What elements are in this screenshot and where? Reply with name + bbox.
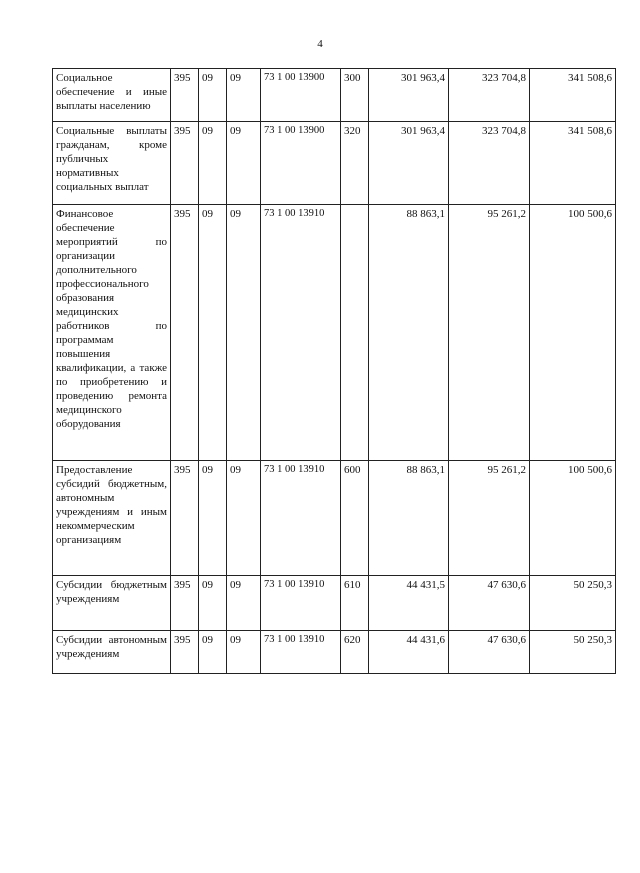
expense-type-code: 600 bbox=[341, 461, 369, 576]
target-article-code: 73 1 00 13910 bbox=[261, 576, 341, 631]
grbs-code: 395 bbox=[171, 205, 199, 461]
table-row bbox=[53, 631, 616, 674]
amount-year-2: 323 704,8 bbox=[449, 122, 530, 205]
expense-type-code: 620 bbox=[341, 631, 369, 674]
section-code: 09 bbox=[199, 69, 227, 122]
table-row bbox=[53, 122, 616, 205]
row-name: Субсидии автономным учреждениям bbox=[53, 631, 171, 674]
section-code: 09 bbox=[199, 461, 227, 576]
amount-year-3: 341 508,6 bbox=[530, 122, 616, 205]
amount-year-2: 323 704,8 bbox=[449, 69, 530, 122]
subsection-code: 09 bbox=[227, 205, 261, 461]
amount-year-3: 100 500,6 bbox=[530, 205, 616, 461]
amount-year-3: 341 508,6 bbox=[530, 69, 616, 122]
table-row bbox=[53, 576, 616, 631]
subsection-code: 09 bbox=[227, 122, 261, 205]
section-code: 09 bbox=[199, 205, 227, 461]
budget-table bbox=[52, 68, 616, 674]
target-article-code: 73 1 00 13910 bbox=[261, 631, 341, 674]
grbs-code: 395 bbox=[171, 69, 199, 122]
amount-year-1: 88 863,1 bbox=[369, 205, 449, 461]
expense-type-code: 300 bbox=[341, 69, 369, 122]
target-article-code: 73 1 00 13900 bbox=[261, 69, 341, 122]
subsection-code: 09 bbox=[227, 461, 261, 576]
amount-year-1: 301 963,4 bbox=[369, 69, 449, 122]
row-name: Социальные выплаты гражданам, кроме публичных нормативных социальных выплат bbox=[53, 122, 171, 205]
amount-year-2: 95 261,2 bbox=[449, 205, 530, 461]
row-name: Социальное обеспечение и иные выплаты населению bbox=[53, 69, 171, 122]
amount-year-2: 95 261,2 bbox=[449, 461, 530, 576]
row-name: Предоставление субсидий бюджетным, автономным учреждениям и иным некоммерческим организациям bbox=[53, 461, 171, 576]
subsection-code: 09 bbox=[227, 69, 261, 122]
grbs-code: 395 bbox=[171, 461, 199, 576]
amount-year-3: 50 250,3 bbox=[530, 631, 616, 674]
section-code: 09 bbox=[199, 576, 227, 631]
page-number: 4 bbox=[317, 38, 323, 50]
expense-type-code: 320 bbox=[341, 122, 369, 205]
grbs-code: 395 bbox=[171, 576, 199, 631]
expense-type-code bbox=[341, 205, 369, 461]
section-code: 09 bbox=[199, 122, 227, 205]
target-article-code: 73 1 00 13900 bbox=[261, 122, 341, 205]
amount-year-1: 44 431,5 bbox=[369, 576, 449, 631]
amount-year-1: 88 863,1 bbox=[369, 461, 449, 576]
row-name: Субсидии бюджетным учреждениям bbox=[53, 576, 171, 631]
section-code: 09 bbox=[199, 631, 227, 674]
subsection-code: 09 bbox=[227, 631, 261, 674]
table-row bbox=[53, 205, 616, 461]
target-article-code: 73 1 00 13910 bbox=[261, 461, 341, 576]
amount-year-1: 301 963,4 bbox=[369, 122, 449, 205]
amount-year-2: 47 630,6 bbox=[449, 631, 530, 674]
amount-year-3: 100 500,6 bbox=[530, 461, 616, 576]
row-name: Финансовое обеспечение мероприятий по организации дополнительного профессионального образования медицинских работников по программам повышения квалификации, а также по приобретению и проведению ремонта медицинского оборудования bbox=[53, 205, 171, 461]
target-article-code: 73 1 00 13910 bbox=[261, 205, 341, 461]
grbs-code: 395 bbox=[171, 631, 199, 674]
amount-year-1: 44 431,6 bbox=[369, 631, 449, 674]
grbs-code: 395 bbox=[171, 122, 199, 205]
table-row bbox=[53, 69, 616, 122]
subsection-code: 09 bbox=[227, 576, 261, 631]
expense-type-code: 610 bbox=[341, 576, 369, 631]
amount-year-3: 50 250,3 bbox=[530, 576, 616, 631]
table-row bbox=[53, 461, 616, 576]
amount-year-2: 47 630,6 bbox=[449, 576, 530, 631]
